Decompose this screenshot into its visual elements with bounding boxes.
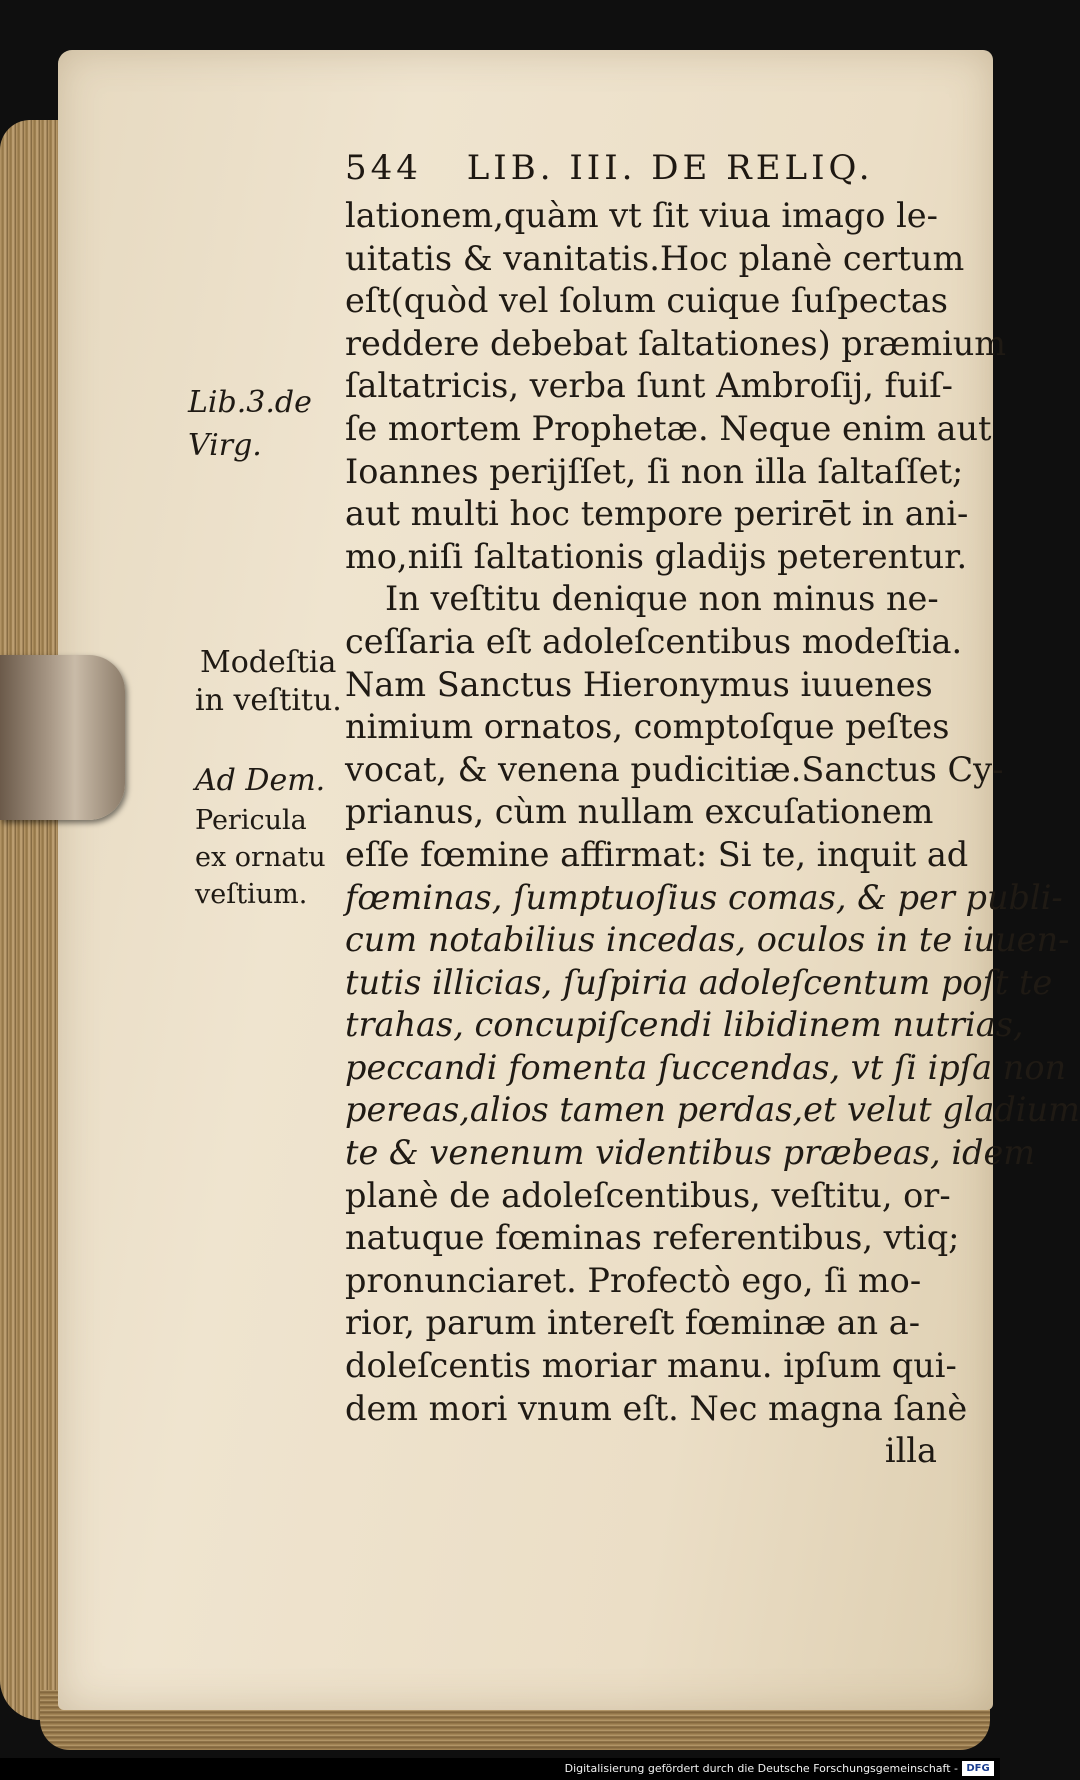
margin-note: Virg. (188, 428, 262, 463)
text-line: rior, parum intereſt fœminæ an a- (345, 1303, 921, 1343)
text-line: planè de adoleſcentibus, veſtitu, or- (345, 1175, 951, 1215)
margin-note: ex ornatu (195, 842, 326, 873)
text-line: trahas, concupiſcendi libidinem nutrias, (345, 1005, 1024, 1045)
text-line: cum notabilius incedas, oculos in te iuuen- (345, 920, 1070, 960)
text-line: dem mori vnum eſt. Nec magna ſanè (345, 1388, 968, 1428)
text-line: vocat, & venena pudicitiæ.Sanctus Cy- (345, 749, 1004, 789)
main-text (345, 195, 1080, 1473)
dfg-logo: DFG (962, 1761, 994, 1776)
running-head (345, 148, 905, 188)
footer-credit: Digitalisierung gefördert durch die Deutsche Forschungsgemeinschaft - (564, 1762, 958, 1775)
margin-note: Ad Dem. (195, 763, 326, 798)
margin-note: Pericula (195, 805, 307, 836)
text-line: ſe mortem Prophetæ. Neque enim aut (345, 408, 992, 448)
margin-note: in veſtitu. (195, 683, 342, 718)
text-line: peccandi fomenta ſuccendas, vt ſi ipſa non (345, 1047, 1067, 1087)
text-line: eſſe fœmine affirmat: Si te, inquit ad (345, 834, 969, 874)
text-line: pronunciaret. Profectò ego, ſi mo- (345, 1260, 922, 1300)
text-line: ceſſaria eſt adoleſcentibus modeſtia. (345, 621, 963, 661)
text-line: pereas,alios tamen perdas,et velut gladium (345, 1090, 1080, 1130)
text-line: nimium ornatos, comptoſque peſtes (345, 707, 950, 747)
text-line: Ioannes perijſſet, ſi non illa ſaltaſſet; (345, 451, 964, 491)
text-line: doleſcentis moriar manu. ipſum qui- (345, 1346, 957, 1386)
text-line: te & venenum videntibus præbeas, idem (345, 1133, 1036, 1173)
text-line: prianus, cùm nullam excuſationem (345, 792, 934, 832)
text-line: In veſtitu denique non minus ne- (385, 579, 939, 619)
text-line: natuque fœminas referentibus, vtiq; (345, 1218, 960, 1258)
text-line: uitatis & vanitatis.Hoc planè certum (345, 238, 965, 278)
page-number: 544 (345, 148, 422, 188)
margin-note: Lib.3.de (188, 385, 312, 420)
text-line: ſaltatricis, verba ſunt Ambroſij, fuiſ- (345, 366, 953, 406)
text-line: Nam Sanctus Hieronymus iuuenes (345, 664, 933, 704)
running-title: LIB. III. DE RELIQ. (466, 148, 874, 188)
text-line: eſt(quòd vel ſolum cuique ſuſpectas (345, 281, 948, 321)
text-line: fœminas, ſumptuoſius comas, & per publi- (345, 877, 1063, 917)
book-clasp (0, 655, 125, 820)
margin-note: veſtium. (195, 879, 308, 910)
catchword: illa (884, 1431, 937, 1471)
text-line: tutis illicias, ſuſpiria adoleſcentum poſt te (345, 962, 1053, 1002)
margin-note: Modeſtia (200, 645, 337, 680)
text-line: lationem,quàm vt ſit viua imago le- (345, 196, 938, 235)
text-line: reddere debebat ſaltationes) præmium (345, 323, 1007, 363)
text-line: mo,niſi ſaltationis gladijs peterentur. (345, 536, 968, 576)
text-line: aut multi hoc tempore perirēt in ani- (345, 494, 969, 534)
